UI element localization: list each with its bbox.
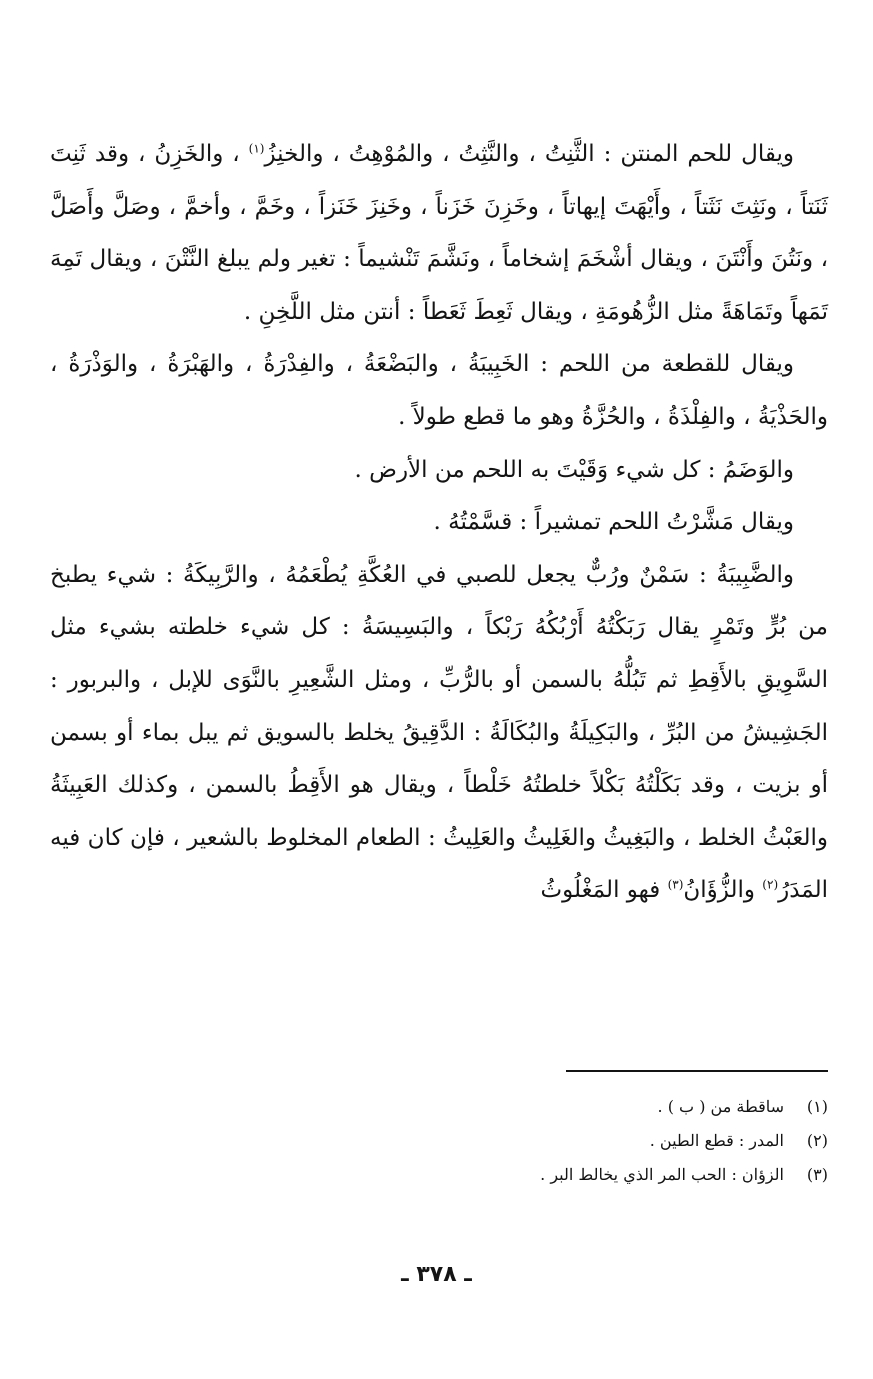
paragraph-text: والضَّبِيبَةُ : سَمْنٌ ورُبٌّ يجعل للصبي في العُكَّةِ يُطْعَمُهُ ، والرَّبِيكَةُ : شيء يطبخ من بُرٍّ وتَمْرٍ يقال رَبَكْتُهُ أَرْبُكُهُ رَبْكاً ، والبَسِيسَةُ : كل شيء خلطته بشيء مثل السَّوِيقِ بالأَقِطِ ثم تَبُلُّهُ بالسمن أو بالرُّبِّ ، ومثل الشَّعِيرِ بالنَّوَى للإبل ، والبربور : الجَشِيشُ من البُرِّ ، والبَكِيلَةُ والبُكَالَةُ : الدَّقِيقُ يخلط بالسويق ثم يبل بماء أو بسمن أو بزيت ، وقد بَكَلْتُهُ بَكْلاً خلطتُهُ خَلْطاً ، ويقال هو الأَقِطُ بالسمن ، وكذلك العَبِيثَةُ والعَبْثُ الخلط ، والبَغِيثُ والغَلِيثُ والعَلِيثُ : الطعام المخلوط بالشعير ، فإن كان فيه المَدَرُ	[50, 561, 828, 904]
paragraph-wadam	[50, 444, 828, 497]
footnote-text: الزؤان : الحب المر الذي يخالط البر .	[540, 1165, 784, 1184]
paragraph-text-end: فهو المَغْلُوثُ	[540, 877, 668, 904]
footnote-text: ساقطة من ( ب ) .	[657, 1097, 784, 1116]
footnote-number: (٣)	[806, 1165, 828, 1184]
footnote-number: (١)	[806, 1097, 828, 1116]
page-number: ـ ٣٧٨ ـ	[401, 1262, 472, 1287]
paragraph-text: والوَضَمُ : كل شيء وَقَيْتَ به اللحم من الأرض .	[354, 456, 794, 483]
paragraph-rotten-meat	[50, 128, 828, 338]
paragraph-text: ويقال مَشَّرْتُ اللحم تمشيراً : قسَّمْتُهُ .	[433, 509, 794, 536]
paragraph-meat-pieces	[50, 338, 828, 443]
main-text	[50, 128, 828, 917]
footnote-item	[300, 1158, 828, 1192]
footnotes	[300, 1090, 828, 1192]
paragraph-text-continued: ، والخَزِنُ ، وقد ثَنِتَ ثَنَتاً ، ونَثِتَ نَثَتاً ، وأَيْهَتَ إيهاتاً ، وخَزِنَ خَزَناً ، وخَنِزَ خَنَزاً ، وخَمَّ ، وأخمَّ ، وصَلَّ وأَصَلَّ ، ونَتُنَ وأَنْتَنَ ، ويقال أشْخَمَ إشخاماً ، ونَشَّمَ تَنْشيماً : تغير ولم يبلغ النَّتْنَ ، ويقال تَمِهَ تَمَهاً وتَمَاهَةً مثل الزُّهُومَةِ ، ويقال ثَعِطَ ثَعَطاً : أنتن مثل اللَّخِنِ .	[50, 141, 828, 325]
paragraph-tamshir	[50, 496, 828, 549]
footnote-ref-2: (٢)	[762, 877, 779, 892]
footnote-item	[300, 1090, 828, 1124]
paragraph-foods	[50, 549, 828, 917]
paragraph-text: ويقال للقطعة من اللحم : الخَبِيبَةُ ، والبَضْعَةُ ، والفِدْرَةُ ، والهَبْرَةُ ، والوَذْرَةُ ، والحَذْيَةُ ، والفِلْذَةُ ، والحُزَّةُ وهو ما قطع طولاً .	[50, 351, 828, 430]
footnote-ref-3: (٣)	[667, 877, 684, 892]
paragraph-text: ويقال للحم المنتن : الثَّنِتُ ، والنَّثِتُ ، والمُوْهِتُ ، والخنِزُ	[264, 141, 794, 167]
paragraph-text-continued: والزُّؤَانُ	[683, 877, 763, 904]
footnote-divider	[566, 1070, 828, 1072]
footnote-number: (٢)	[806, 1131, 828, 1150]
footnote-item	[300, 1124, 828, 1158]
footnote-ref-1: (١)	[248, 141, 265, 156]
footnote-text: المدر : قطع الطين .	[649, 1131, 784, 1150]
